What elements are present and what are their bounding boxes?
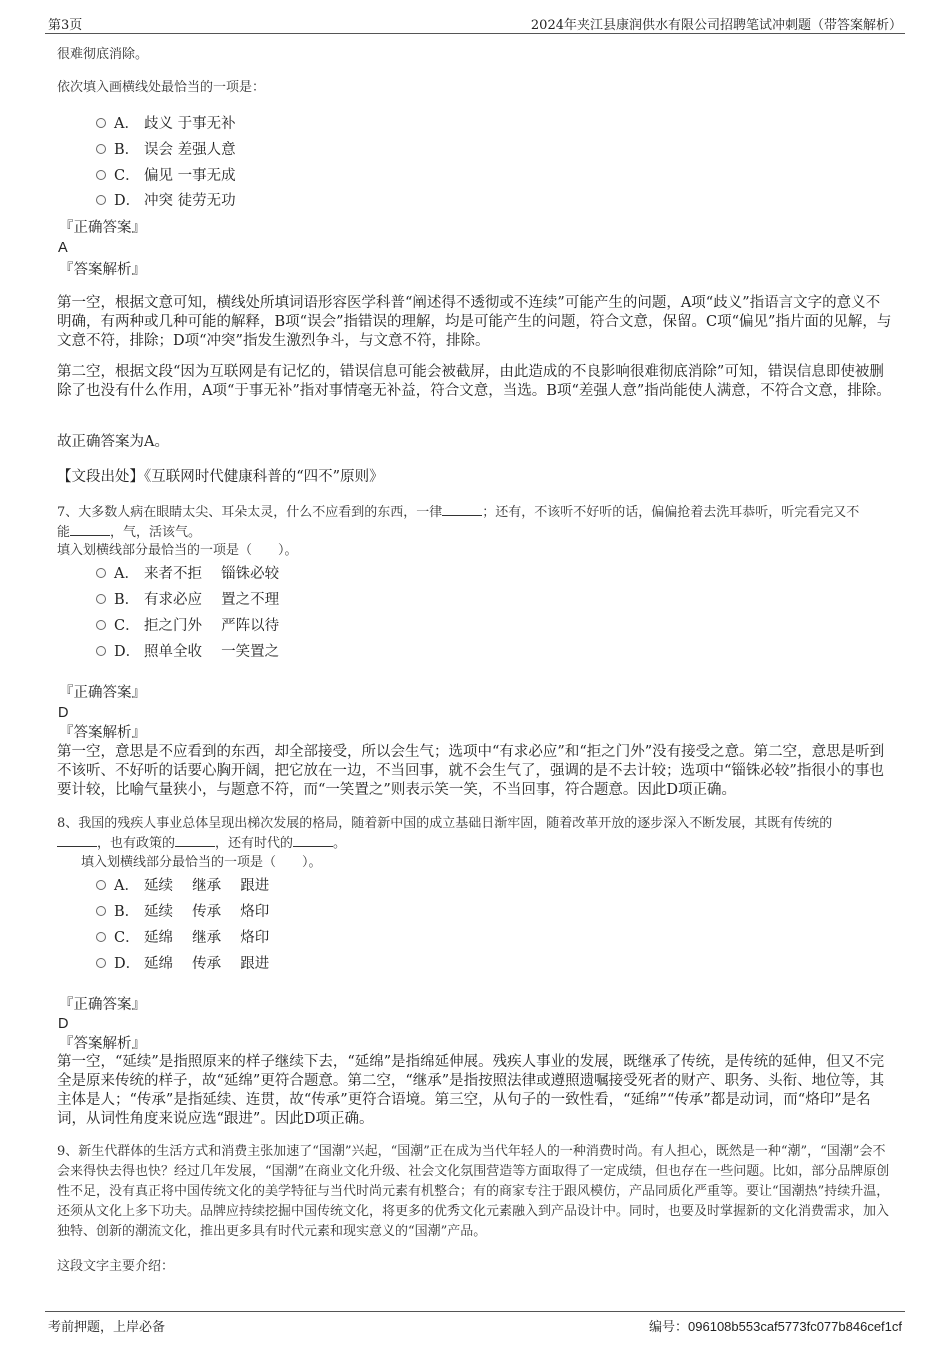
q7-answer: D <box>58 705 69 721</box>
radio-icon[interactable] <box>96 594 106 604</box>
q6-answer: A <box>58 240 68 256</box>
document-title: 2024年夹江县康润供水有限公司招聘笔试冲刺题（带答案解析） <box>530 18 902 33</box>
q8-analysis-label: 『答案解析』 <box>59 1036 146 1052</box>
q8-answer-label: 『正确答案』 <box>59 997 146 1013</box>
q7-option-d[interactable]: D． 照单全收 一笑置之 <box>96 642 279 662</box>
q7-answer-label: 『正确答案』 <box>59 685 146 701</box>
q6-analysis-p1: 第一空，根据文意可知，横线处所填词语形容医学科普“阐述得不透彻或不连续”可能产生的问题，A项“歧义”指语言文字的意义不明确，有两种或几种可能的解释，B项“误会”指错误的理解，均是可能产生的问题，符合文意，保留。C项“偏见”指片面的见解，与文意不符，排除；D项“冲突”指发生激烈争斗，与文意不符，排除。 <box>57 295 892 349</box>
question-prompt: 依次填入画横线处最恰当的一项是： <box>57 80 266 95</box>
radio-icon[interactable] <box>96 195 106 205</box>
q7-stem: 7、大多数人病在眼睛太尖、耳朵太灵，什么不应看到的东西，一律 ；还有，不该听不好听的话，偏偏抢着去洗耳恭听，听完看完又不 能 ，气，活该气。 <box>57 505 860 540</box>
q7-option-b[interactable]: B． 有求必应 置之不理 <box>96 590 279 610</box>
document-id: 编号：096108b553caf5773fc077b846cef1cf <box>649 1319 902 1335</box>
q6-source: 【文段出处】《互联网时代健康科普的“四不”原则》 <box>57 469 384 485</box>
q7-analysis: 第一空，意思是不应看到的东西，却全部接受，所以会生气；选项中“有求必应”和“拒之门外”没有接受之意。第二空，意思是听到不该听、不好听的话要心胸开阔，把它放在一边，不当回事，就不会生气了，强调的是不去计较；选项中“锱铢必较”指很小的事也要计较，比喻气量狭小，与题意不符，而“一笑置之”则表示笑一笑，不当回事，符合题意。因此D项正确。 <box>57 744 885 798</box>
radio-icon[interactable] <box>96 620 106 630</box>
radio-icon[interactable] <box>96 906 106 916</box>
radio-icon[interactable] <box>96 144 106 154</box>
passage-tail: 很难彻底消除。 <box>57 47 149 62</box>
q8-option-a[interactable]: A． 延续 继承 跟进 <box>96 876 269 896</box>
q6-option-c[interactable]: C． 偏见 一事无成 <box>96 166 236 186</box>
q8-analysis: 第一空，“延续”是指照原来的样子继续下去，“延绵”是指绵延伸展。残疾人事业的发展，既继承了传统，是传统的延伸，但又不完全是原来传统的样子，故“延绵”更符合题意。第二空，“继承”是指按照法律或遵照遗嘱接受死者的财产、职务、头衔、地位等，其主体是人；“传承”是指延续、连贯，故“传承”更符合语境。第三空，从句子的一致性看，“延绵”“传承”都是动词，而“烙印”是名词，从词性角度来说应选“跟进”。因此D项正确。 <box>57 1054 885 1127</box>
radio-icon[interactable] <box>96 646 106 656</box>
q8-prompt: 填入划横线部分最恰当的一项是（ ）。 <box>81 855 322 870</box>
answer-blank <box>175 835 215 847</box>
page-footer <box>45 1311 905 1335</box>
footer-slogan: 考前押题，上岸必备 <box>48 1320 166 1335</box>
radio-icon[interactable] <box>96 118 106 128</box>
q6-option-a[interactable]: A． 歧义 于事无补 <box>96 114 236 134</box>
q6-analysis-p2: 第二空，根据文段“因为互联网是有记忆的，错误信息可能会被截屏，由此造成的不良影响很难彻底消除”可知，错误信息即使被删除了也没有什么作用，A项“于事无补”指对事情毫无补益，符合文意，当选。B项“差强人意”指尚能使人满意，不符合文意，排除。 <box>57 364 891 399</box>
page-number: 第3页 <box>48 18 83 33</box>
q9-prompt: 这段文字主要介绍： <box>57 1259 175 1274</box>
q6-analysis-p3: 故正确答案为A。 <box>57 434 169 450</box>
radio-icon[interactable] <box>96 568 106 578</box>
answer-blank <box>70 524 110 536</box>
q8-option-d[interactable]: D． 延绵 传承 跟进 <box>96 954 269 974</box>
q6-option-d[interactable]: D． 冲突 徒劳无功 <box>96 191 236 211</box>
answer-blank <box>442 504 482 516</box>
q7-option-c[interactable]: C． 拒之门外 严阵以待 <box>96 616 279 636</box>
q7-analysis-label: 『答案解析』 <box>59 725 146 741</box>
page-header <box>45 14 905 34</box>
q7-prompt: 填入划横线部分最恰当的一项是（ ）。 <box>57 543 298 558</box>
q8-option-b[interactable]: B． 延续 传承 烙印 <box>96 902 269 922</box>
q7-option-a[interactable]: A． 来者不拒 锱铢必较 <box>96 564 279 584</box>
answer-blank <box>57 835 97 847</box>
q8-option-c[interactable]: C． 延绵 继承 烙印 <box>96 928 269 948</box>
q6-analysis-label: 『答案解析』 <box>59 262 146 278</box>
q8-answer: D <box>58 1016 69 1032</box>
q6-option-b[interactable]: B． 误会 差强人意 <box>96 140 236 160</box>
radio-icon[interactable] <box>96 170 106 180</box>
radio-icon[interactable] <box>96 932 106 942</box>
answer-blank <box>293 835 333 847</box>
q8-stem: 8、我国的残疾人事业总体呈现出梯次发展的格局，随着新中国的成立基础日渐牢固，随着改革开放的逐步深入不断发展，其既有传统的 ，也有政策的 ，还有时代的 。 <box>57 816 833 851</box>
q9-stem: 9、新生代群体的生活方式和消费主张加速了“国潮”兴起，“国潮”正在成为当代年轻人的一种消费时尚。有人担心，既然是一种“潮”，“国潮”会不会来得快去得也快？经过几年发展，“国潮”在商业文化升级、社会文化氛围营造等方面取得了一定成绩，但也存在一些问题。比如，部分品牌原创性不足，没有真正将中国传统文化的美学特征与当代时尚元素有机整合；有的商家专注于跟风模仿，产品同质化严重等。要让“国潮热”持续升温，还须从文化上多下功夫。品牌应持续挖掘中国传统文化，将更多的优秀文化元素融入到产品设计中。同时，也要及时掌握新的文化消费需求，加入独特、创新的潮流文化，推出更多具有时代元素和现实意义的“国潮”产品。 <box>57 1144 890 1239</box>
radio-icon[interactable] <box>96 880 106 890</box>
q6-answer-label: 『正确答案』 <box>59 220 146 236</box>
radio-icon[interactable] <box>96 958 106 968</box>
